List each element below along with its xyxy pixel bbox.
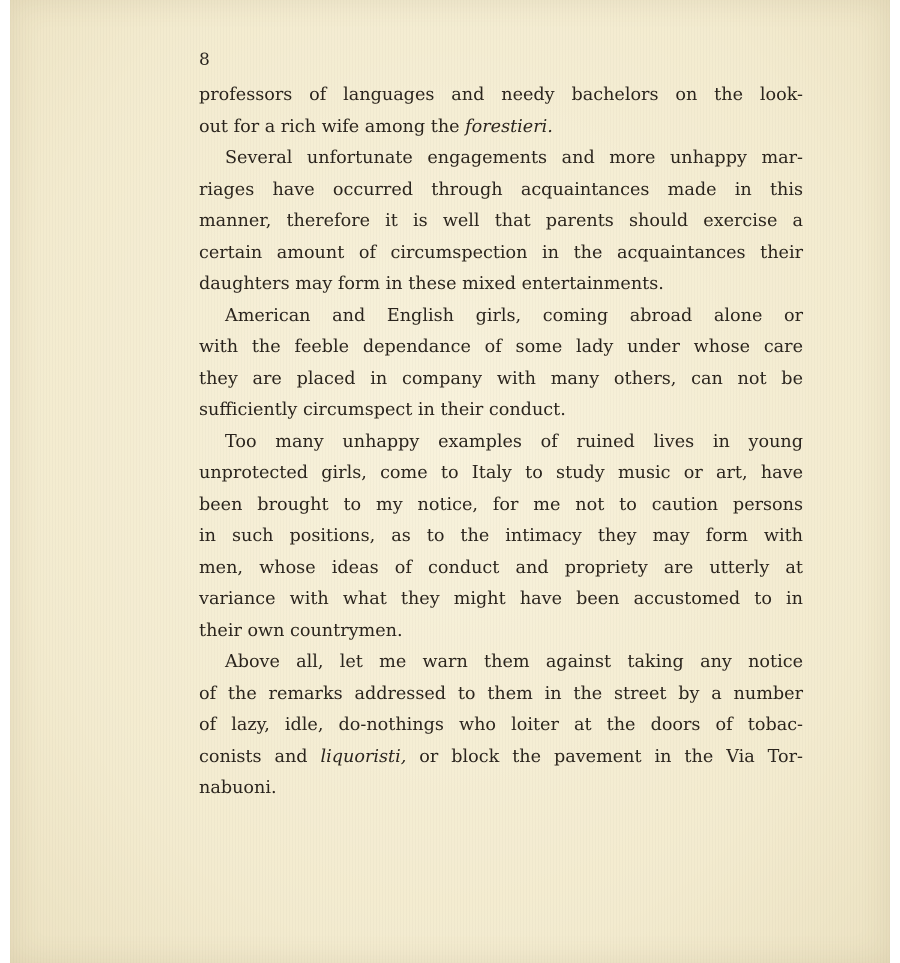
text-line xyxy=(199,427,803,459)
text-run: manner, therefore it is well that parents should exercise a xyxy=(199,211,803,231)
text-line xyxy=(199,553,803,585)
paragraph xyxy=(199,143,803,301)
text-run: Above all, let me warn them against taking any notice xyxy=(225,652,803,672)
text-line xyxy=(199,521,803,553)
text-run: in such positions, as to the intimacy they may form with xyxy=(199,526,803,546)
text-run: nabuoni. xyxy=(199,778,277,798)
text-line xyxy=(199,584,803,616)
text-run: of the remarks addressed to them in the street by a number xyxy=(199,683,803,704)
text-run: American and English girls, coming abroad alone or xyxy=(225,305,803,326)
page-number: 8 xyxy=(199,50,210,70)
text-run: Too many unhappy examples of ruined lives in young xyxy=(225,431,803,452)
paragraph xyxy=(199,647,803,805)
text-run: riages have occurred through acquaintances made in this xyxy=(199,179,803,200)
text-run: sufficiently circumspect in their conduct. xyxy=(199,400,566,420)
text-line xyxy=(199,490,803,522)
text-line xyxy=(199,332,803,364)
text-line xyxy=(199,616,803,648)
text-run: out for a rich wife among the xyxy=(199,116,466,137)
text-line xyxy=(199,301,803,333)
body-text xyxy=(199,80,803,805)
text-line xyxy=(199,647,803,679)
paragraph xyxy=(199,427,803,648)
text-line xyxy=(199,773,803,805)
text-run: Several unfortunate engagements and more unhappy mar- xyxy=(225,148,803,168)
text-line xyxy=(199,395,803,427)
book-page xyxy=(10,0,890,963)
text-line xyxy=(199,206,803,238)
text-line xyxy=(199,238,803,270)
text-line xyxy=(199,269,803,301)
text-run: conists and xyxy=(199,746,321,767)
paragraph xyxy=(199,80,803,143)
text-line xyxy=(199,364,803,396)
text-run: unprotected girls, come to Italy to study music or art, have xyxy=(199,463,803,483)
text-run: their own countrymen. xyxy=(199,620,403,641)
text-run: daughters may form in these mixed entertainments. xyxy=(199,274,664,294)
text-line xyxy=(199,112,803,144)
text-line xyxy=(199,80,803,112)
italic-text-run: forestieri. xyxy=(465,116,553,137)
text-line xyxy=(199,175,803,207)
paragraph xyxy=(199,301,803,427)
text-run: they are placed in company with many others, can not be xyxy=(199,368,803,389)
text-run: of lazy, idle, do-nothings who loiter at the doors of tobac- xyxy=(199,715,803,735)
text-line xyxy=(199,679,803,711)
text-run: with the feeble dependance of some lady under whose care xyxy=(199,337,803,357)
text-run: professors of languages and needy bachelors on the look- xyxy=(199,85,803,105)
text-line xyxy=(199,143,803,175)
text-run: variance with what they might have been accustomed to in xyxy=(199,589,803,609)
text-line xyxy=(199,458,803,490)
text-run: certain amount of circumspection in the acquaintances their xyxy=(199,242,803,263)
text-run: been brought to my notice, for me not to caution persons xyxy=(199,494,803,515)
text-run: or block the pavement in the Via Tor- xyxy=(406,746,803,767)
italic-text-run: liquoristi, xyxy=(320,746,407,767)
text-run: men, whose ideas of conduct and propriety are utterly at xyxy=(199,557,803,578)
text-line xyxy=(199,742,803,774)
text-line xyxy=(199,710,803,742)
